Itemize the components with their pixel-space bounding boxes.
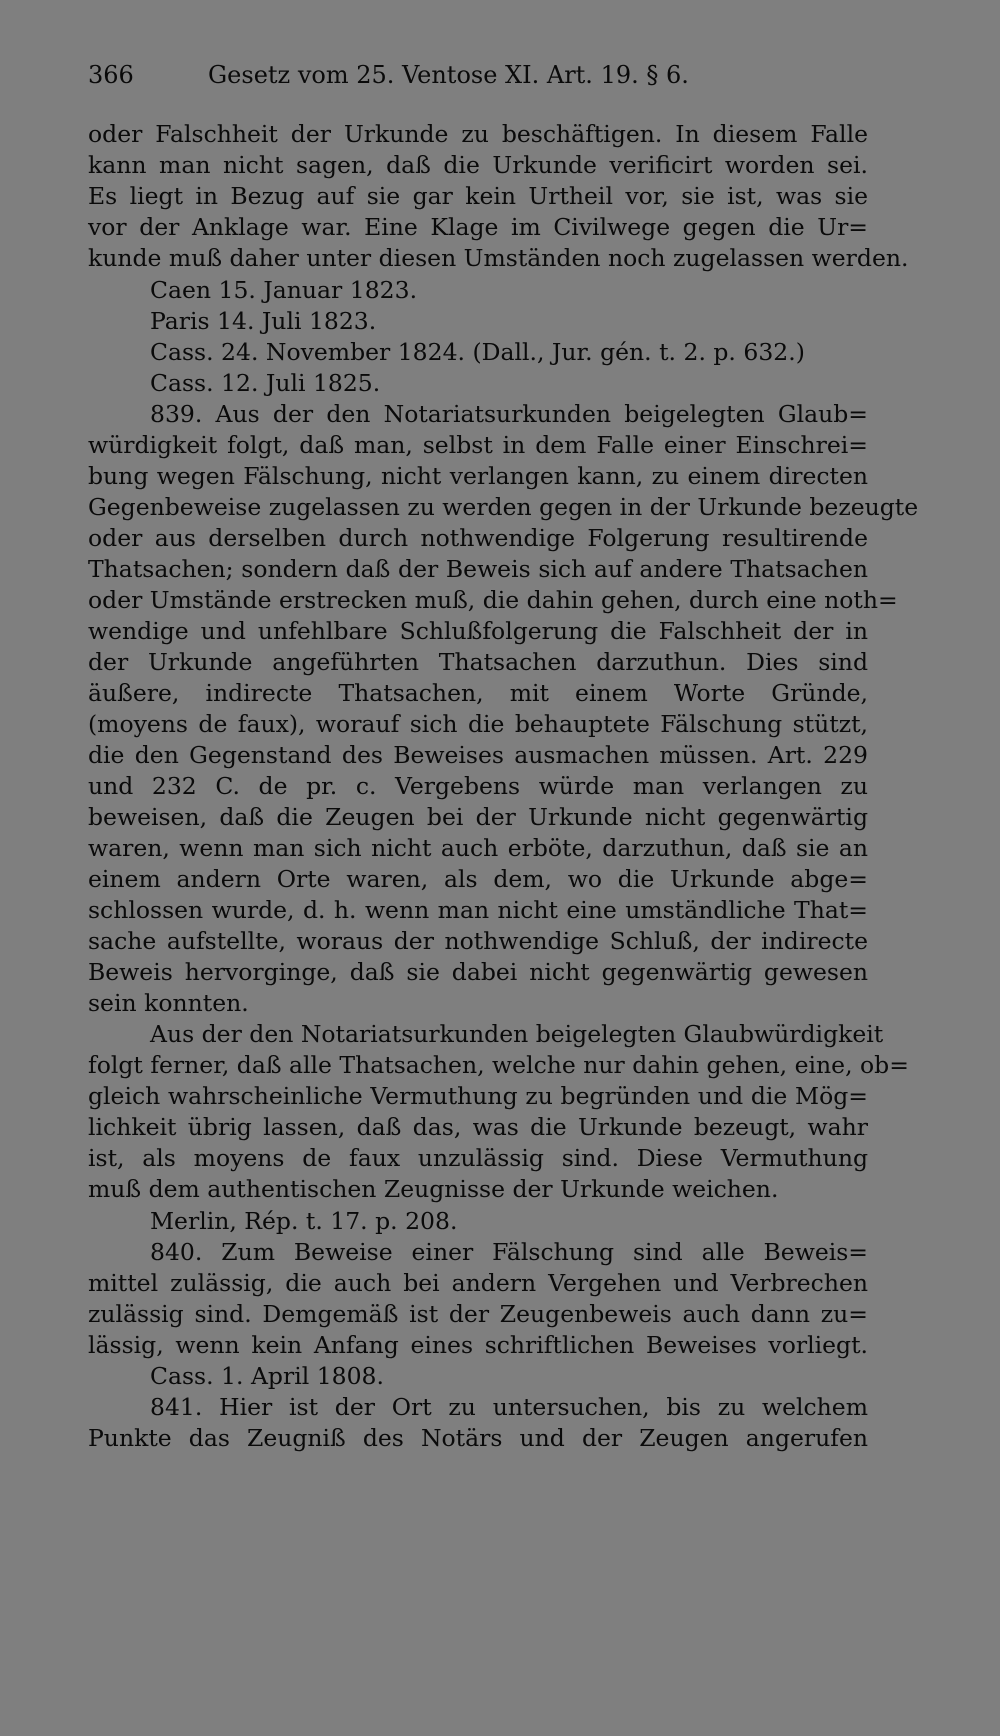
text-line: äußere, indirecte Thatsachen, mit einem Worte Gründe, — [88, 679, 868, 707]
text-line: mittel zulässig, die auch bei andern Vergehen und Verbrechen — [88, 1269, 868, 1297]
paragraph-start: 839. Aus der den Notariatsurkunden beigelegten Glaub= — [150, 400, 868, 428]
text-line: oder aus derselben durch nothwendige Folgerung resultirende — [88, 524, 868, 552]
text-line: würdigkeit folgt, daß man, selbst in dem Falle einer Einschrei= — [88, 431, 868, 459]
text-line: sein konnten. — [88, 989, 249, 1017]
text-line: wendige und unfehlbare Schlußfolgerung die Falschheit der in — [88, 617, 868, 645]
text-line: ist, als moyens de faux unzulässig sind. Diese Vermuthung — [88, 1144, 868, 1172]
text-line: kann man nicht sagen, daß die Urkunde verificirt worden sei. — [88, 151, 868, 179]
text-line: oder Falschheit der Urkunde zu beschäftigen. In diesem Falle — [88, 120, 868, 148]
text-line: der Urkunde angeführten Thatsachen darzuthun. Dies sind — [88, 648, 868, 676]
text-line: zulässig sind. Demgemäß ist der Zeugenbeweis auch dann zu= — [88, 1300, 868, 1328]
text-line: lichkeit übrig lassen, daß das, was die Urkunde bezeugt, wahr — [88, 1113, 868, 1141]
paragraph-start: Aus der den Notariatsurkunden beigelegten Glaubwürdigkeit — [150, 1020, 884, 1048]
text-line: Beweis hervorginge, daß sie dabei nicht gegenwärtig gewesen — [88, 958, 868, 986]
text-line: sache aufstellte, woraus der nothwendige Schluß, der indirecte — [88, 927, 868, 955]
text-line: waren, wenn man sich nicht auch erböte, darzuthun, daß sie an — [88, 834, 868, 862]
text-line: vor der Anklage war. Eine Klage im Civilwege gegen die Ur= — [88, 213, 868, 241]
text-line: Thatsachen; sondern daß der Beweis sich auf andere Thatsachen — [88, 555, 868, 583]
text-line: muß dem authentischen Zeugnisse der Urkunde weichen. — [88, 1175, 779, 1203]
text-line: folgt ferner, daß alle Thatsachen, welche nur dahin gehen, eine, ob= — [88, 1051, 909, 1079]
text-line: kunde muß daher unter diesen Umständen noch zugelassen werden. — [88, 244, 909, 272]
text-line: beweisen, daß die Zeugen bei der Urkunde nicht gegenwärtig — [88, 803, 868, 831]
text-line: schlossen wurde, d. h. wenn man nicht eine umständliche That= — [88, 896, 868, 924]
text-line: einem andern Orte waren, als dem, wo die Urkunde abge= — [88, 865, 868, 893]
citation-line: Merlin, Rép. t. 17. p. 208. — [150, 1207, 458, 1235]
text-line: und 232 C. de pr. c. Vergebens würde man verlangen zu — [88, 772, 868, 800]
paragraph-start: 840. Zum Beweise einer Fälschung sind alle Beweis= — [150, 1238, 868, 1266]
text-line: gleich wahrscheinliche Vermuthung zu begründen und die Mög= — [88, 1082, 868, 1110]
text-line: Punkte das Zeugniß des Notärs und der Zeugen angerufen — [88, 1424, 868, 1452]
text-line: (moyens de faux), worauf sich die behauptete Fälschung stützt, — [88, 710, 868, 738]
citation-line: Cass. 24. November 1824. (Dall., Jur. gén. t. 2. p. 632.) — [150, 338, 805, 366]
citation-line: Caen 15. Januar 1823. — [150, 276, 418, 304]
page-number: 366 — [88, 61, 134, 89]
page-header — [88, 57, 868, 93]
text-line: Gegenbeweise zugelassen zu werden gegen in der Urkunde bezeugte — [88, 493, 919, 521]
text-line: die den Gegenstand des Beweises ausmachen müssen. Art. 229 — [88, 741, 868, 769]
running-title: Gesetz vom 25. Ventose XI. Art. 19. § 6. — [208, 61, 689, 89]
citation-line: Paris 14. Juli 1823. — [150, 307, 377, 335]
text-line: Es liegt in Bezug auf sie gar kein Urtheil vor, sie ist, was sie — [88, 182, 868, 210]
text-line: lässig, wenn kein Anfang eines schriftlichen Beweises vorliegt. — [88, 1331, 868, 1359]
paragraph-start: 841. Hier ist der Ort zu untersuchen, bis zu welchem — [150, 1393, 868, 1421]
citation-line: Cass. 12. Juli 1825. — [150, 369, 381, 397]
text-line: bung wegen Fälschung, nicht verlangen kann, zu einem directen — [88, 462, 868, 490]
text-line: oder Umstände erstrecken muß, die dahin gehen, durch eine noth= — [88, 586, 898, 614]
citation-line: Cass. 1. April 1808. — [150, 1362, 384, 1390]
